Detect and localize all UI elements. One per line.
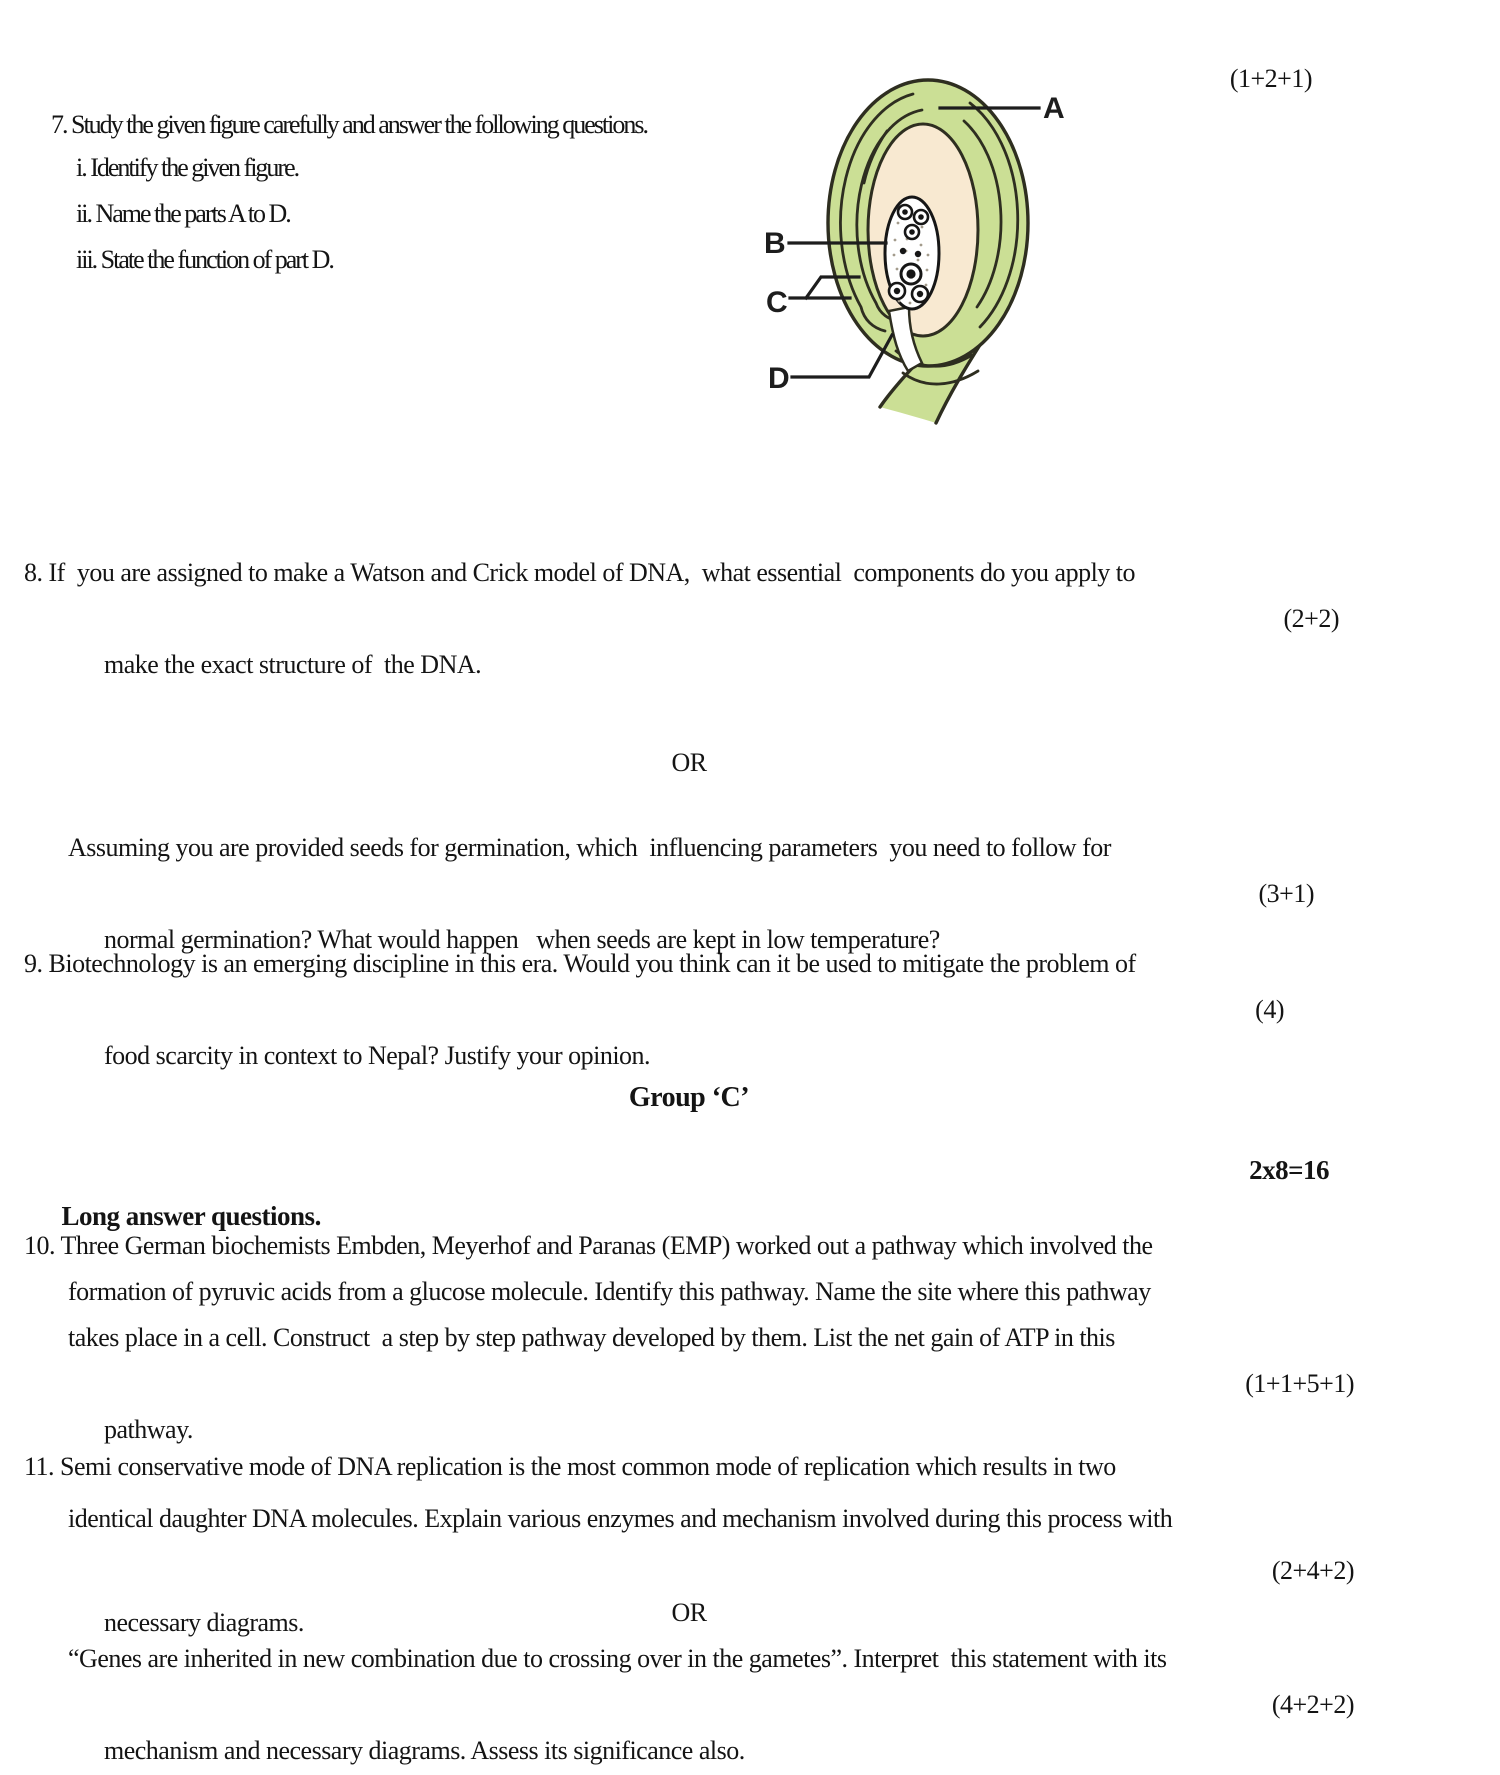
question-7-item-i: i. Identify the given figure.	[76, 153, 299, 182]
question-8-line-1: 8. If you are assigned to make a Watson and Crick model of DNA, what essential components do you apply to	[24, 558, 1136, 587]
question-10-marks: (1+1+5+1)	[1245, 1369, 1354, 1398]
question-9-line-2-text: food scarcity in context to Nepal? Justify your opinion.	[104, 1041, 651, 1070]
question-7-text: 7. Study the given figure carefully and answer the following questions.	[51, 110, 647, 139]
question-11-alt-line-1: “Genes are inherited in new combination due to crossing over in the gametes”. Interpret this statement with its	[68, 1644, 1167, 1673]
question-11-alt-line-2-text: mechanism and necessary diagrams. Assess its significance also.	[104, 1736, 745, 1765]
question-10-line-1: 10. Three German biochemists Embden, Meyerhof and Paranas (EMP) worked out a pathway which involved the	[24, 1231, 1153, 1260]
question-9-line-1: 9. Biotechnology is an emerging discipline in this era. Would you think can it be used to mitigate the problem of	[24, 949, 1136, 978]
question-11-alt	[24, 1636, 1354, 1775]
figure-label-a: A	[1043, 92, 1065, 125]
long-answer-label: Long answer questions.	[61, 1201, 321, 1231]
question-11-line-2: identical daughter DNA molecules. Explain various enzymes and mechanism involved during this process with	[68, 1504, 1173, 1533]
ovule-figure	[640, 55, 1120, 455]
question-10-line-2: formation of pyruvic acids from a glucose molecule. Identify this pathway. Name the site where this pathway	[68, 1277, 1151, 1306]
question-9-marks: (4)	[1255, 995, 1284, 1024]
question-8-alt-line-2-text: normal germination? What would happen when seeds are kept in low temperature?	[104, 925, 940, 954]
ovule-figure-svg	[640, 55, 1120, 455]
or-divider-2	[24, 1590, 1354, 1636]
question-9	[24, 941, 1354, 1171]
figure-label-b: B	[764, 227, 786, 260]
or-divider-1	[24, 740, 1354, 786]
question-8-alt-line-1: Assuming you are provided seeds for germination, which influencing parameters you need to follow for	[68, 833, 1111, 862]
long-answer-marks: 2x8=16	[1249, 1155, 1329, 1185]
or-divider-1-text: OR	[671, 748, 707, 777]
question-7-marks: (1+2+1)	[1229, 64, 1312, 93]
or-divider-2-text: OR	[671, 1598, 707, 1627]
question-11-line-1: 11. Semi conservative mode of DNA replication is the most common mode of replication which results in two	[24, 1452, 1116, 1481]
question-10-line-4-text: pathway.	[104, 1415, 193, 1444]
question-11-line-3-text: necessary diagrams.	[104, 1608, 304, 1637]
question-10-line-3: takes place in a cell. Construct a step by step pathway developed by them. List the net gain of ATP in this	[68, 1323, 1115, 1352]
question-8-line-2-text: make the exact structure of the DNA.	[104, 650, 482, 679]
question-11-marks: (2+4+2)	[1271, 1556, 1354, 1585]
group-c-heading: Group ‘C’	[628, 1082, 750, 1113]
question-7-item-iii: iii. State the function of part D.	[76, 245, 333, 274]
figure-label-c: C	[766, 286, 788, 319]
question-7-item-ii: ii. Name the parts A to D.	[76, 199, 290, 228]
question-8-marks: (2+2)	[1283, 604, 1339, 633]
question-11-alt-line-2	[24, 1682, 1354, 1775]
group-c-heading-block	[24, 1075, 1354, 1121]
question-8-alt-marks: (3+1)	[1258, 879, 1314, 908]
question-11-alt-marks: (4+2+2)	[1271, 1690, 1354, 1719]
figure-label-d: D	[768, 362, 790, 395]
